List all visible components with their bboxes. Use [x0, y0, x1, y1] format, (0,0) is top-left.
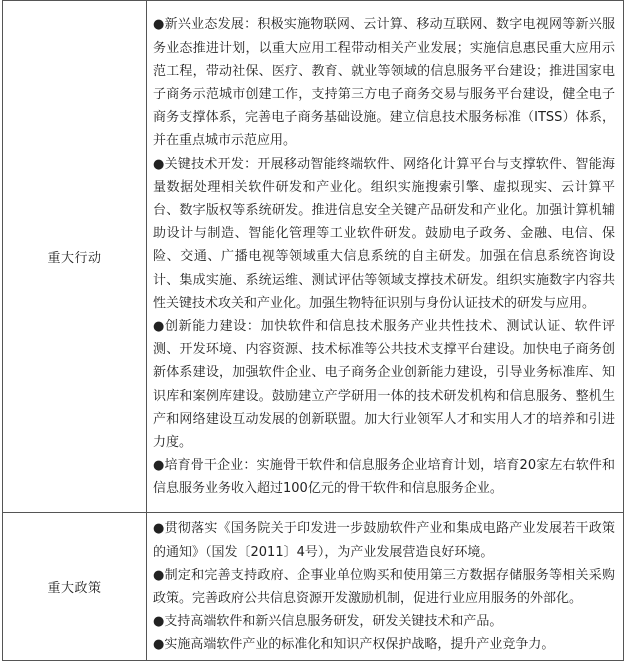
- list-item: ●贯彻落实《国务院关于印发进一步鼓励软件产业和集成电路产业发展若干政策的通知》（国发〔2011〕4号），为产业发展营造良好环境。: [153, 521, 615, 560]
- list-item: ●支持高端软件和新兴信息服务研发，研发关键技术和产品。: [153, 614, 503, 630]
- list-item: ●新兴业态发展：积极实施物联网、云计算、移动互联网、数字电视网等新兴服务业态推进计划，以重大应用工程带动相关产业发展；实施信息惠民重大应用示范工程，带动社保、医疗、教育、就业等领域的信息服务平台建设；推进国家电子商务示范城市创建工作，支持第三方电子商务交易与服务平台建设，健全电子商务支撑体系，完善电子商务基础设施。建立信息技术服务标准（ITSS）体系，并在重点城市示范应用。: [153, 17, 615, 149]
- list-item: ●培育骨干企业：实施骨干软件和信息服务企业培育计划，培育20家左右软件和信息服务业务收入超过100亿元的骨干软件和信息服务企业。: [153, 458, 615, 497]
- row-label: 重大政策: [3, 513, 147, 661]
- table-row: [3, 513, 624, 661]
- list-item: ●实施高端软件产业的标准化和知识产权保护战略，提升产业竞争力。: [153, 637, 555, 653]
- list-item: ●制定和完善支持政府、企事业单位购买和使用第三方数据存储服务等相关采购政策。完善政府公共信息资源开发激励机制，促进行业应用服务的外部化。: [153, 567, 615, 606]
- row-content: [147, 513, 624, 661]
- list-item: ●创新能力建设：加快软件和信息技术服务产业共性技术、测试认证、软件评测、开发环境、内容资源、技术标准等公共技术支撑平台建设。加快电子商务创新体系建设，加强软件企业、电子商务企业创新能力建设，引导业务标准库、知识库和案例库建设。鼓励建立产学研用一体的技术研发机构和信息服务、整机生产和网络建设互动发展的创新联盟。加大行业领军人才和实用人才的培养和引进力度。: [153, 319, 615, 451]
- row-content: [147, 1, 624, 513]
- list-item: ●关键技术开发：开展移动智能终端软件、网络化计算平台与支撑软件、智能海量数据处理相关软件研发和产业化。组织实施搜索引擎、虚拟现实、云计算平台、数字版权等系统研发。推进信息安全关键产品研发和产业化。加强计算机辅助设计与制造、智能化管理等工业软件研发。鼓励电子政务、金融、电信、保险、交通、广播电视等领域重大信息系统的自主研发。加强在信息系统咨询设计、集成实施、系统运维、测试评估等领域支撑技术研发。组织实施数字内容共性关键技术攻关和产业化。加强生物特征识别与身份认证技术的研发与应用。: [153, 156, 615, 311]
- row-label: 重大行动: [3, 1, 147, 513]
- policy-table: [2, 0, 624, 661]
- table-row: [3, 1, 624, 513]
